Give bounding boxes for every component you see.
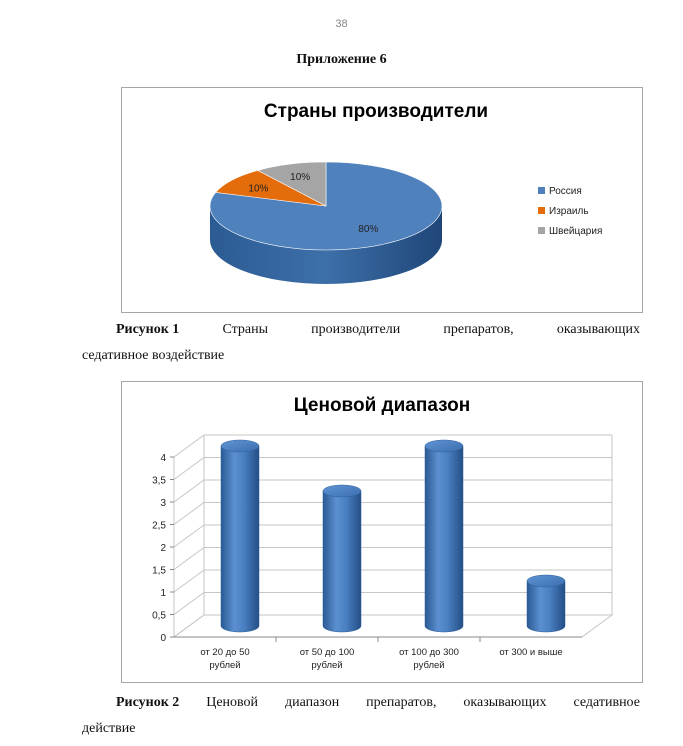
- y-tick-label: 2: [160, 543, 166, 554]
- pie-chart-title: Страны производители: [263, 101, 489, 122]
- y-tick-label: 3: [160, 498, 166, 509]
- y-tick-label: 0,5: [152, 610, 166, 622]
- figure1-caption-line2: седативное воздействие: [82, 348, 225, 363]
- caption-word: препаратов,: [366, 695, 437, 710]
- y-tick-label: 3,5: [152, 475, 166, 487]
- legend-entry: Швейцария: [549, 226, 603, 237]
- appendix-title: Приложение 6: [296, 52, 387, 67]
- bar-4: [527, 575, 565, 632]
- figure1-caption-label: Рисунок 1: [116, 322, 180, 337]
- pie-data-label: 10%: [290, 171, 311, 183]
- legend-entry: Израиль: [549, 206, 589, 217]
- y-tick-label: 1,5: [152, 565, 166, 577]
- x-category-label: от 100 до 300 рублей: [399, 647, 459, 671]
- y-tick-label: 2,5: [152, 520, 166, 532]
- caption-word: производители: [311, 322, 401, 337]
- pie-chart: [122, 88, 642, 312]
- bar-chart-frame: [121, 381, 643, 683]
- bar-3: [425, 440, 463, 632]
- bar-2: [323, 485, 361, 632]
- figure2-caption-label: Рисунок 2: [116, 695, 180, 710]
- figure2-caption: [82, 690, 640, 742]
- legend-swatch: [538, 227, 545, 234]
- caption-word: седативное: [573, 695, 640, 710]
- pie-data-label: 10%: [248, 183, 269, 195]
- y-tick-label: 4: [160, 453, 166, 464]
- caption-word: оказывающих: [556, 322, 640, 337]
- figure2-caption-line2: действие: [82, 721, 136, 736]
- legend-swatch: [538, 207, 545, 214]
- y-tick-label: 0: [160, 633, 166, 644]
- figure1-caption: [82, 317, 640, 369]
- bar-chart-title: Ценовой диапазон: [293, 395, 471, 416]
- legend-swatch: [538, 187, 545, 194]
- pie-data-label: 80%: [358, 224, 379, 236]
- caption-word: препаратов,: [443, 322, 514, 337]
- y-tick-label: 1: [160, 588, 166, 599]
- caption-word: Ценовой: [206, 695, 259, 710]
- page-number: 38: [335, 18, 348, 30]
- caption-word: оказывающих: [463, 695, 547, 710]
- legend-entry: Россия: [549, 186, 582, 197]
- x-category-label: от 20 до 50 рублей: [200, 647, 250, 671]
- x-category-label: от 300 и выше: [499, 647, 563, 658]
- caption-word: диапазон: [284, 695, 340, 710]
- bar-chart: [122, 382, 642, 682]
- caption-word: Страны: [222, 322, 268, 337]
- pie-chart-frame: [121, 87, 643, 313]
- x-category-label: от 50 до 100 рублей: [299, 647, 355, 671]
- bar-1: [221, 440, 259, 632]
